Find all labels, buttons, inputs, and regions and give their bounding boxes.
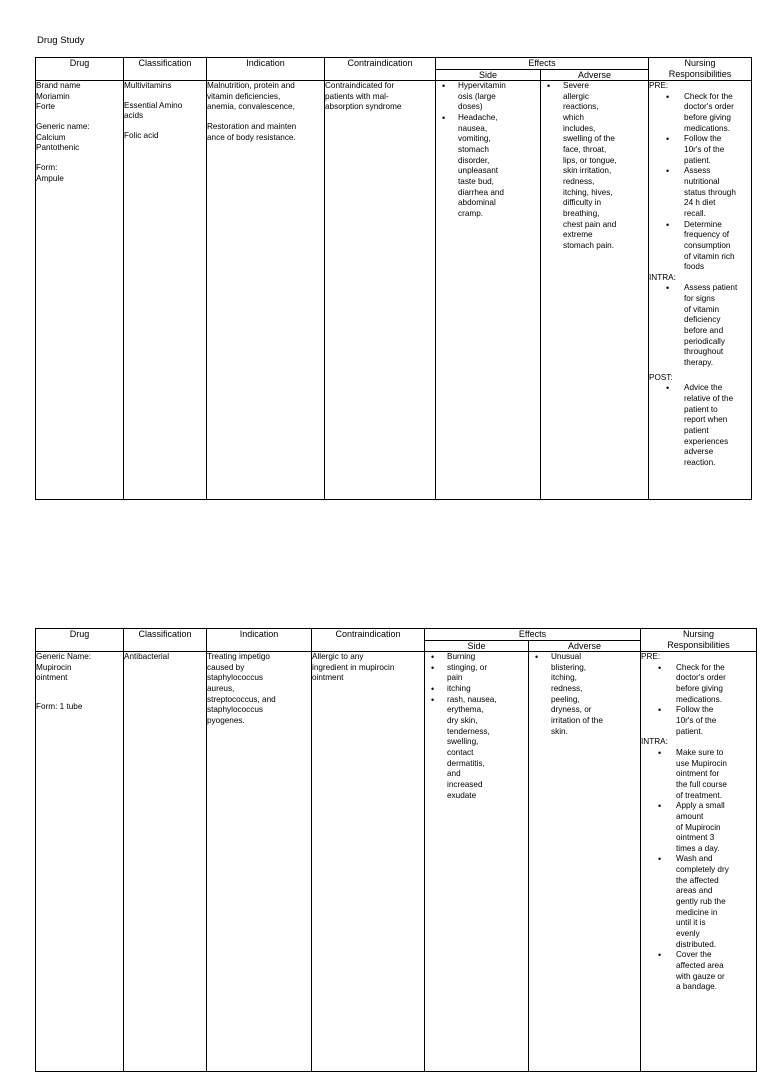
list-item-line: distributed. — [676, 939, 717, 949]
list-item-line: • Cover the — [676, 950, 712, 960]
drug-study-table-2 — [35, 628, 757, 1072]
header-classification: Classification — [124, 629, 207, 652]
list-item-line: • itching — [447, 683, 471, 693]
list-item-line: • Headache, — [458, 112, 498, 122]
list-item-line: recall. — [684, 208, 706, 218]
pre-list — [649, 92, 751, 273]
list-item-line: before giving — [684, 112, 731, 122]
list-item-line: tenderness, — [447, 726, 490, 736]
cell-line: Restoration and mainten — [207, 121, 297, 131]
list-item-line: ointment for — [676, 769, 720, 779]
list-item-line: with gauze or — [676, 971, 725, 981]
cell-line: Antibacterial — [124, 652, 170, 661]
header-nursing-line2: Responsibilities — [667, 640, 730, 650]
list-item — [676, 705, 756, 737]
cell-line: ointment — [36, 673, 68, 683]
header-row — [36, 58, 752, 70]
cell-line: Multivitamins — [124, 81, 172, 90]
header-classification: Classification — [124, 58, 207, 81]
list-item — [684, 92, 751, 135]
list-item-line: • Burning — [447, 652, 476, 661]
list-item — [684, 134, 751, 166]
list-item — [563, 81, 648, 252]
cell-line: Contraindicated for — [325, 81, 395, 90]
header-drug: Drug — [36, 629, 124, 652]
cell-line: Malnutrition, protein and — [207, 81, 295, 90]
cell-line: Allergic to any — [312, 652, 364, 661]
cell-line: acids — [124, 111, 144, 121]
list-item-line: • Apply a small — [676, 801, 725, 811]
table-row — [36, 81, 752, 500]
cell-line: streptococcus, and — [207, 694, 276, 704]
cell-line: Form: 1 tube — [36, 701, 83, 711]
list-item-line: • Unusual — [551, 652, 582, 661]
cell-line: Forte — [36, 102, 56, 112]
list-item-line: includes, — [563, 123, 596, 133]
header-contraindication: Contraindication — [325, 58, 436, 81]
header-indication: Indication — [207, 58, 325, 81]
list-item-line: experiences — [684, 436, 729, 446]
list-item-line: • Severe — [563, 81, 589, 90]
list-item-line: completely dry — [676, 865, 729, 875]
cell-line: ointment — [312, 673, 344, 683]
list-item-line: frequency of — [684, 230, 730, 240]
list-item-line: throughout — [684, 347, 724, 357]
cell-line: caused by — [207, 662, 245, 672]
cell-spacer — [124, 92, 206, 101]
header-side: Side — [425, 640, 529, 652]
adverse-effects-list — [541, 81, 648, 252]
list-item-line: difficulty in — [563, 198, 602, 208]
list-item-line: • Check for the — [684, 91, 733, 101]
header-nursing-line2: Responsibilities — [668, 69, 732, 79]
list-item-line: • Wash and — [676, 854, 713, 864]
list-item-line: use Mupirocin — [676, 758, 727, 768]
cell-line: vitamin deficiencies, — [207, 91, 281, 101]
list-item-line: diarrhea and — [458, 187, 504, 197]
list-item-line: • Assess — [684, 166, 711, 176]
cell-line: aureus, — [207, 683, 235, 693]
list-item-line: and — [447, 769, 461, 779]
contraindication-cell — [312, 652, 425, 1072]
list-item-line: doses) — [458, 102, 483, 112]
adverse-effects-cell — [529, 652, 641, 1072]
side-effects-cell — [436, 81, 541, 500]
adverse-effects-cell — [541, 81, 649, 500]
list-item-line: dryness, or — [551, 705, 592, 715]
list-item-line: • Check for the — [676, 662, 725, 672]
list-item-line: for signs — [684, 294, 715, 304]
list-item-line: dry skin, — [447, 715, 478, 725]
cell-spacer — [124, 122, 206, 131]
list-item-line: the full course — [676, 779, 727, 789]
list-item-line: allergic — [563, 91, 589, 101]
list-item-line: stomach — [458, 144, 489, 154]
list-item-line: itching, hives, — [563, 187, 613, 197]
list-item — [684, 166, 751, 219]
list-item-line: a bandage. — [676, 982, 717, 992]
list-item — [684, 283, 751, 368]
cell-line: Folic acid — [124, 130, 159, 140]
list-item-line: • Follow the — [684, 134, 722, 144]
cell-line: Calcium — [36, 132, 66, 142]
list-item-line: chest pain and — [563, 219, 617, 229]
list-item-line: exudate — [447, 790, 477, 800]
list-item-line: osis (large — [458, 91, 496, 101]
header-drug: Drug — [36, 58, 124, 81]
list-item-line: • Advice the — [684, 383, 723, 393]
list-item — [684, 383, 751, 468]
list-item-line: amount — [676, 811, 704, 821]
cell-line: pyogenes. — [207, 715, 245, 725]
list-item-line: irritation of the — [551, 715, 603, 725]
cell-line: ance of body resistance. — [207, 132, 296, 142]
list-item-line: • Hypervitamin — [458, 81, 506, 90]
list-item-line: 10r's of the — [684, 144, 725, 154]
list-item-line: doctor's order — [684, 102, 734, 112]
list-item — [458, 81, 540, 113]
cell-line: Moriamin — [36, 91, 70, 101]
list-item-line: • Make sure to — [676, 747, 724, 757]
header-indication: Indication — [207, 629, 312, 652]
list-item-line: which — [563, 112, 584, 122]
list-item-line: patient. — [676, 726, 703, 736]
list-item-line: consumption — [684, 240, 731, 250]
list-item-line: before and — [684, 326, 724, 336]
list-item-line: affected area — [676, 961, 724, 971]
header-row — [36, 629, 757, 641]
list-item-line: swelling, — [447, 737, 479, 747]
header-adverse: Adverse — [541, 69, 649, 81]
cell-line: Treating impetigo — [207, 652, 270, 661]
list-item-line: disorder, — [458, 155, 490, 165]
list-item-line: • stinging, or — [447, 662, 488, 672]
indication-cell — [207, 81, 325, 500]
list-item-line: patient. — [684, 155, 711, 165]
post-label: POST: — [649, 372, 673, 382]
list-item-line: dermatitis, — [447, 758, 485, 768]
list-item — [447, 684, 528, 695]
list-item-line: status through — [684, 187, 736, 197]
list-item-line: redness, — [563, 176, 595, 186]
cell-line: anemia, convalescence, — [207, 102, 295, 112]
list-item-line: nutritional — [684, 176, 720, 186]
list-item-line: skin. — [551, 726, 568, 736]
list-item-line: swelling of the — [563, 134, 615, 144]
list-item — [676, 950, 756, 993]
side-effects-list — [425, 652, 528, 801]
list-item — [676, 748, 756, 801]
drug-cell — [36, 652, 124, 1072]
list-item — [676, 854, 756, 950]
list-item-line: 24 h diet — [684, 198, 716, 208]
cell-spacer — [36, 693, 123, 702]
page-title: Drug Study — [37, 35, 85, 46]
cell-spacer — [36, 684, 123, 693]
intra-label: INTRA: — [649, 272, 676, 282]
list-item-line: of treatment. — [676, 790, 722, 800]
header-nursing — [649, 58, 752, 81]
cell-line: patients with mal- — [325, 91, 389, 101]
list-item-line: areas and — [676, 886, 713, 896]
list-item-line: patient — [684, 426, 709, 435]
cell-line: Ampule — [36, 173, 64, 183]
cell-spacer — [36, 154, 123, 163]
list-item-line: times a day. — [676, 843, 720, 853]
list-item-line: medicine in — [676, 907, 718, 917]
pre-label: PRE: — [649, 81, 669, 90]
drug-cell — [36, 81, 124, 500]
list-item-line: ointment 3 — [676, 833, 715, 843]
list-item-line: extreme — [563, 230, 593, 240]
list-item-line: blistering, — [551, 662, 587, 672]
list-item-line: until it is — [676, 918, 706, 928]
list-item-line: erythema, — [447, 705, 484, 715]
list-item — [676, 663, 756, 706]
list-item-line: medications. — [684, 123, 730, 133]
list-item — [676, 801, 756, 854]
intra-list — [641, 748, 756, 993]
cell-line: absorption syndrome — [325, 102, 402, 112]
intra-list — [649, 283, 751, 368]
nursing-cell — [649, 81, 752, 500]
header-contraindication: Contraindication — [312, 629, 425, 652]
post-list — [649, 383, 751, 468]
list-item-line: deficiency — [684, 315, 721, 325]
cell-line: Mupirocin — [36, 662, 72, 672]
cell-line: Brand name — [36, 81, 81, 90]
cell-line: Essential Amino — [124, 100, 183, 110]
list-item-line: 10r's of the — [676, 715, 717, 725]
pre-label: PRE: — [641, 652, 661, 661]
list-item — [684, 220, 751, 273]
list-item — [447, 663, 528, 684]
list-item-line: nausea, — [458, 123, 488, 133]
list-item-line: lips, or tongue, — [563, 155, 617, 165]
list-item-line: skin irritation, — [563, 166, 612, 176]
list-item-line: before giving — [676, 683, 723, 693]
list-item-line: itching, — [551, 673, 577, 683]
cell-line: Form: — [36, 162, 58, 172]
cell-line: Pantothenic — [36, 143, 80, 153]
nursing-cell — [641, 652, 757, 1072]
list-item-line: abdominal — [458, 198, 496, 208]
list-item-line: foods — [684, 262, 705, 272]
list-item — [447, 695, 528, 802]
header-nursing — [641, 629, 757, 652]
list-item-line: gently rub the — [676, 897, 726, 907]
list-item-line: evenly — [676, 929, 700, 939]
list-item-line: relative of the — [684, 394, 734, 404]
list-item-line: of vitamin rich — [684, 251, 735, 261]
cell-line: Generic Name: — [36, 652, 92, 661]
classification-cell — [124, 81, 207, 500]
list-item-line: doctor's order — [676, 673, 726, 683]
list-item-line: patient to — [684, 404, 718, 414]
list-item-line: peeling, — [551, 694, 580, 704]
header-side: Side — [436, 69, 541, 81]
contraindication-cell — [325, 81, 436, 500]
header-nursing-line1: Nursing — [684, 58, 716, 68]
list-item — [551, 652, 640, 737]
list-item-line: taste bud, — [458, 176, 494, 186]
list-item — [458, 113, 540, 220]
list-item-line: • Assess patient — [684, 283, 738, 293]
table-row — [36, 652, 757, 1072]
cell-spacer — [207, 113, 324, 122]
list-item-line: • Determine — [684, 219, 722, 229]
list-item-line: contact — [447, 747, 474, 757]
list-item-line: breathing, — [563, 208, 600, 218]
header-nursing-line1: Nursing — [683, 629, 715, 639]
list-item-line: the affected — [676, 875, 719, 885]
list-item-line: face, throat, — [563, 144, 607, 154]
cell-line: staphylococcus — [207, 705, 263, 715]
list-item-line: pain — [447, 673, 463, 683]
side-effects-list — [436, 81, 540, 220]
cell-line: Generic name: — [36, 121, 90, 131]
list-item — [447, 652, 528, 663]
list-item-line: report when — [684, 415, 728, 425]
pre-list — [641, 663, 756, 738]
list-item-line: of Mupirocin — [676, 822, 721, 832]
intra-label: INTRA: — [641, 737, 668, 747]
list-item-line: periodically — [684, 336, 725, 346]
drug-study-table-1 — [35, 57, 752, 500]
classification-cell — [124, 652, 207, 1072]
list-item-line: medications. — [676, 694, 722, 704]
cell-spacer — [36, 113, 123, 122]
list-item-line: • rash, nausea, — [447, 694, 497, 704]
header-effects: Effects — [436, 58, 649, 70]
list-item-line: vomiting, — [458, 134, 491, 144]
list-item-line: of vitamin — [684, 304, 720, 314]
list-item-line: therapy. — [684, 358, 713, 368]
header-adverse: Adverse — [529, 640, 641, 652]
list-item-line: reactions, — [563, 102, 599, 112]
list-item-line: reaction. — [684, 457, 716, 467]
indication-cell — [207, 652, 312, 1072]
cell-line: staphylococcus — [207, 673, 263, 683]
list-item-line: increased — [447, 779, 483, 789]
list-item-line: stomach pain. — [563, 240, 614, 250]
cell-line: ingredient in mupirocin — [312, 662, 395, 672]
list-item-line: redness, — [551, 683, 583, 693]
list-item-line: • Follow the — [676, 705, 714, 715]
list-item-line: adverse — [684, 447, 714, 457]
list-item-line: cramp. — [458, 208, 484, 218]
adverse-effects-list — [529, 652, 640, 737]
side-effects-cell — [425, 652, 529, 1072]
list-item-line: unpleasant — [458, 166, 499, 176]
header-effects: Effects — [425, 629, 641, 641]
